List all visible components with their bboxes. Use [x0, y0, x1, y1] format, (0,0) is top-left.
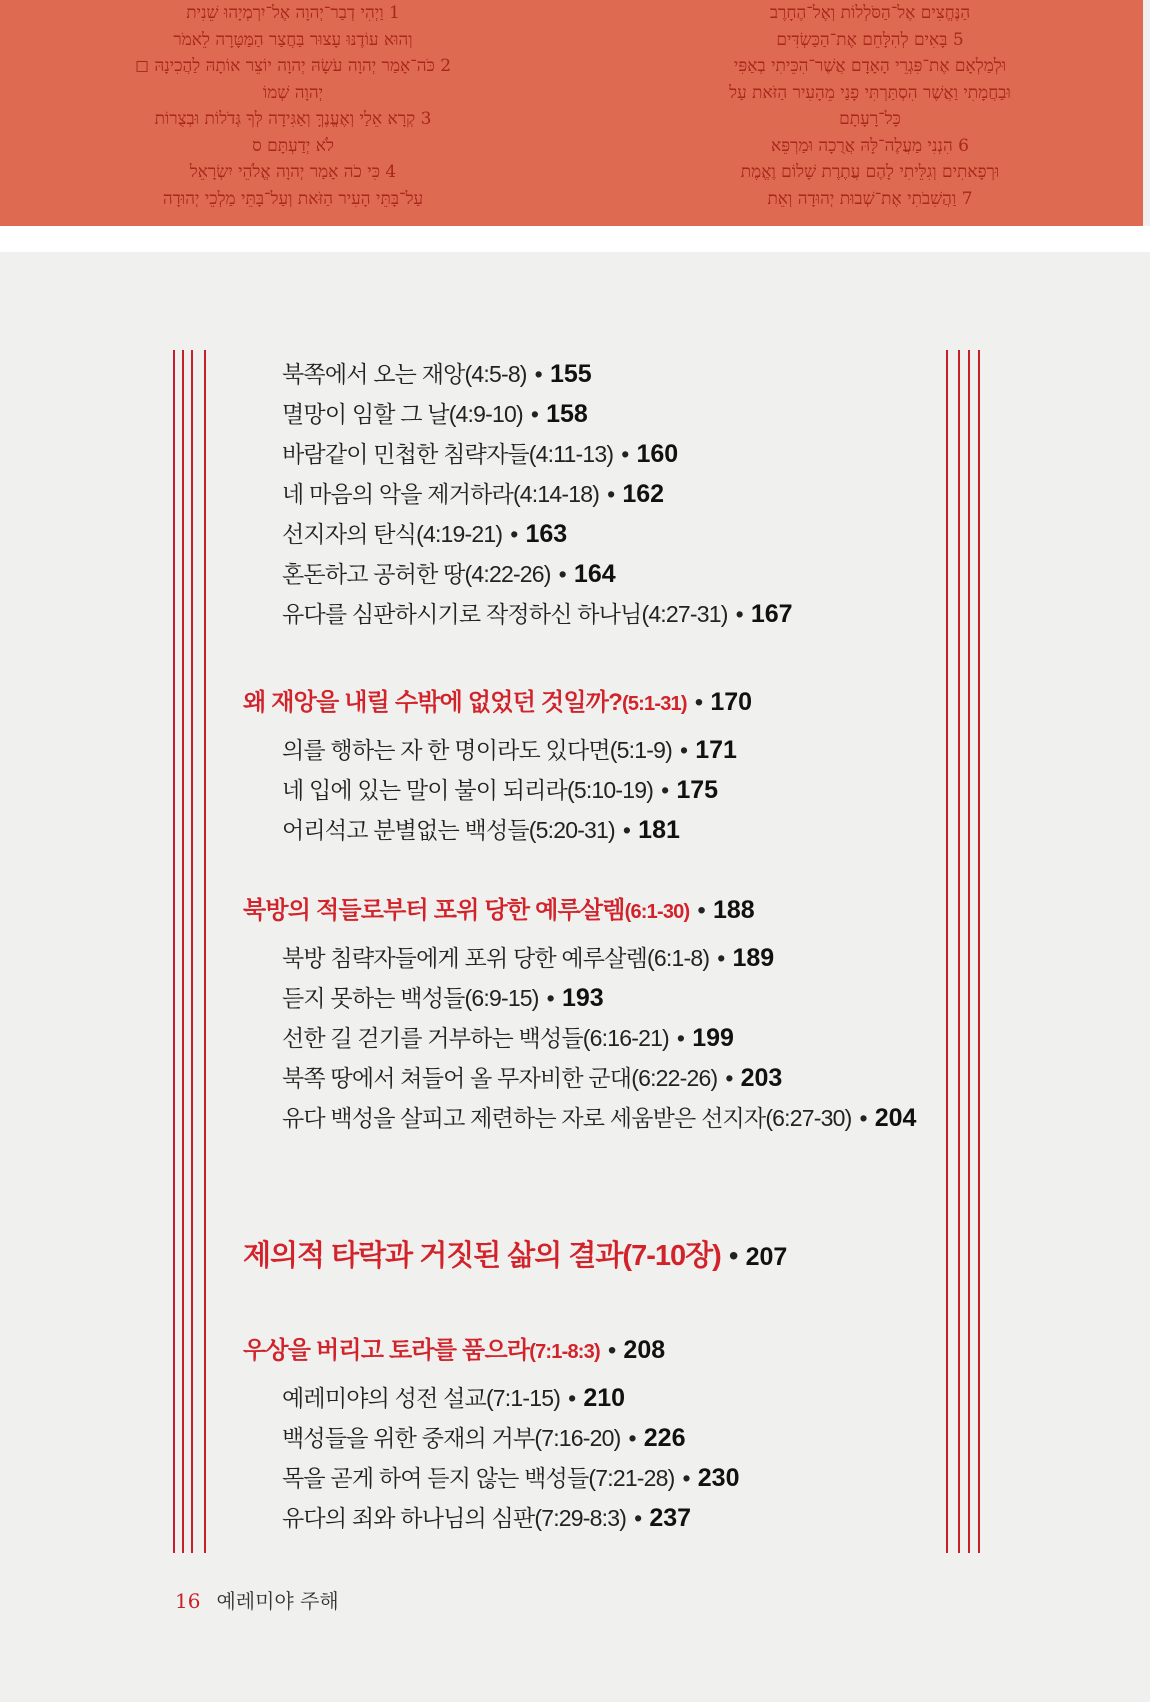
- bullet-separator: •: [694, 689, 703, 716]
- toc-page-number: 207: [745, 1243, 788, 1271]
- bullet-separator: •: [735, 601, 743, 627]
- bullet-separator: •: [728, 1240, 738, 1271]
- toc-page-number: 237: [649, 1504, 692, 1532]
- toc-entry[interactable]: [282, 815, 680, 845]
- hebrew-line: וְהוּא עוֹדֶנּוּ עָצוּר בַּחֲצַר הַמַּטָּרָה לֵאמֹר: [173, 29, 413, 50]
- bullet-separator: •: [697, 897, 705, 924]
- toc-page-number: 230: [697, 1464, 740, 1492]
- toc-entry[interactable]: [282, 983, 604, 1013]
- toc-chapter-heading[interactable]: [243, 1238, 787, 1275]
- toc-entry-title: 선한 길 걷기를 거부하는 백성들(6:16-21): [282, 1025, 669, 1051]
- bullet-separator: •: [676, 1025, 685, 1051]
- toc-entry-title: 어리석고 분별없는 백성들(5:20-31): [282, 817, 615, 843]
- hebrew-line: הַנֶּחֱצִים אֶל־הַסֹּלְלוֹת וְאֶל־הֶחָרֶב: [769, 3, 971, 23]
- bullet-separator: •: [607, 1337, 616, 1364]
- toc-section-heading[interactable]: [243, 895, 755, 927]
- toc-page-number: 193: [561, 984, 604, 1012]
- bullet-separator: •: [621, 441, 629, 467]
- toc-page-number: 189: [732, 944, 775, 972]
- hebrew-column-right: [665, 0, 1075, 212]
- hebrew-line: וּרְפָאתִים וְגִלֵּיתִי לָהֶם עֲתֶרֶת שָׁלוֹם וֶאֱמֶת: [740, 162, 1000, 182]
- bullet-separator: •: [682, 1465, 690, 1491]
- bullet-separator: •: [607, 481, 615, 507]
- toc-section-heading[interactable]: [243, 687, 752, 719]
- hebrew-line: 4 כִּי כֹה אָמַר יְהוָה אֱלֹהֵי יִשְׂרָאֵל: [189, 162, 397, 182]
- bullet-separator: •: [628, 1425, 636, 1451]
- toc-entry-title: 네 입에 있는 말이 불이 되리라(5:10-19): [282, 777, 654, 803]
- banner-gap: [0, 226, 1150, 252]
- decorative-rule-left: [182, 350, 184, 1553]
- toc-entry-reference: (5:1-31): [621, 693, 687, 715]
- toc-entry[interactable]: [282, 735, 737, 765]
- toc-entry[interactable]: [282, 1423, 685, 1453]
- decorative-rule-left: [173, 350, 175, 1553]
- hebrew-text-banner: [0, 0, 1143, 226]
- toc-page-number: 160: [636, 440, 679, 468]
- toc-entry-title: 선지자의 탄식(4:19-21): [282, 521, 503, 547]
- toc-entry-title: 북방 침략자들에게 포위 당한 예루살렘(6:1-8): [282, 945, 710, 971]
- bullet-separator: •: [568, 1385, 576, 1411]
- bullet-separator: •: [661, 777, 669, 803]
- toc-entry-title: 유다의 죄와 하나님의 심판(7:29-8:3): [282, 1505, 627, 1531]
- toc-page-number: 181: [638, 816, 680, 844]
- toc-entry-title: 유다 백성을 살피고 제련하는 자로 세움받은 선지자(6:27-30): [282, 1105, 852, 1131]
- hebrew-line: וּלְמַלְאָם אֶת־פִּגְרֵי הָאָדָם אֲשֶׁר־הִכֵּיתִי בְאַפִּי: [733, 56, 1007, 76]
- decorative-rule-right: [946, 350, 948, 1553]
- decorative-rule-left: [204, 350, 206, 1553]
- hebrew-line: וּבַחֲמָתִי וַאֲשֶׁר הִסְתַּרְתִּי פָנַי מֵהָעִיר הַזֹּאת עַל: [729, 82, 1011, 103]
- bullet-separator: •: [679, 737, 688, 763]
- toc-entry[interactable]: [282, 1103, 916, 1133]
- toc-entry-title: 우상을 버리고 토라를 품으라: [243, 1337, 530, 1364]
- toc-page-number: 175: [676, 776, 719, 804]
- toc-page-number: 162: [622, 480, 665, 508]
- book-title: 예레미야 주해: [216, 1589, 339, 1613]
- bullet-separator: •: [634, 1505, 642, 1531]
- toc-entry-title: 멸망이 임할 그 날(4:9-10): [282, 401, 523, 427]
- toc-page-number: 164: [573, 560, 616, 588]
- toc-entry[interactable]: [282, 519, 567, 549]
- toc-entry[interactable]: [282, 479, 664, 509]
- toc-page-number: 226: [643, 1424, 686, 1452]
- hebrew-line: 3 קְרָא אֵלַי וְאֶעֱנֶךָּ וְאַגִּידָה לְּךָ גְּדֹלוֹת וּבְצֻרוֹת: [154, 109, 432, 129]
- toc-entry-title: 의를 행하는 자 한 명이라도 있다면(5:1-9): [282, 737, 672, 763]
- hebrew-line: עַל־בָּתֵּי הָעִיר הַזֹּאת וְעַל־בָּתֵּי מַלְכֵי יְהוּדָה: [162, 188, 424, 209]
- decorative-rule-right: [978, 350, 980, 1553]
- toc-entry[interactable]: [282, 1063, 782, 1093]
- toc-entry-title: 예레미야의 성전 설교(7:1-15): [282, 1385, 561, 1411]
- toc-entry[interactable]: [282, 1463, 740, 1493]
- toc-page-number: 208: [623, 1336, 666, 1364]
- toc-entry-title: 혼돈하고 공허한 땅(4:22-26): [282, 561, 551, 587]
- toc-page-number: 199: [692, 1024, 734, 1052]
- bullet-separator: •: [725, 1065, 733, 1091]
- toc-page-number: 171: [695, 736, 737, 764]
- toc-page-number: 163: [525, 520, 568, 548]
- toc-entry[interactable]: [282, 1383, 625, 1413]
- decorative-rule-right: [958, 350, 960, 1553]
- toc-entry[interactable]: [282, 1023, 734, 1053]
- toc-entry-title: 북쪽 땅에서 쳐들어 올 무자비한 군대(6:22-26): [282, 1065, 718, 1091]
- hebrew-line: 2 כֹּה־אָמַר יְהוָה עֹשָׂהּ יְהוָה יוֹצֵר אוֹתָהּ לַהֲכִינָהּ ◻: [134, 56, 452, 76]
- toc-section-heading[interactable]: [243, 1335, 665, 1367]
- toc-entry[interactable]: [282, 559, 616, 589]
- toc-entry[interactable]: [282, 1503, 691, 1533]
- toc-page-number: 210: [583, 1384, 626, 1412]
- hebrew-line: 5 בָּאִים לְהִלָּחֵם אֶת־הַכַּשְׂדִּים: [776, 29, 964, 50]
- toc-entry-title: 백성들을 위한 중재의 거부(7:16-20): [282, 1425, 621, 1451]
- hebrew-line: 6 הִנְנִי מַעֲלֶה־לָּהּ אֲרֻכָה וּמַרְפֵּא: [771, 135, 969, 156]
- hebrew-line: כָּל־רָעָתָם: [839, 109, 901, 129]
- decorative-rule-right: [968, 350, 970, 1553]
- toc-entry-title: 북방의 적들로부터 포위 당한 예루살렘: [243, 897, 625, 924]
- toc-entry-title: 북쪽에서 오는 재앙(4:5-8): [282, 361, 527, 387]
- toc-entry-title: 듣지 못하는 백성들(6:9-15): [282, 985, 539, 1011]
- toc-entry-reference: (7:1-8:3): [529, 1341, 600, 1363]
- toc-entry-title: 유다를 심판하시기로 작정하신 하나님(4:27-31): [282, 601, 728, 627]
- bullet-separator: •: [622, 817, 631, 843]
- toc-entry-title: 목을 곧게 하여 듣지 않는 백성들(7:21-28): [282, 1465, 675, 1491]
- hebrew-column-left: [78, 0, 508, 212]
- toc-page-number: 167: [750, 600, 793, 628]
- hebrew-line: יְהוָה שְׁמוֹ: [262, 82, 324, 103]
- toc-entry[interactable]: [282, 439, 678, 469]
- hebrew-line: לֹא יְדַעְתָּם ס: [252, 135, 334, 156]
- toc-page-number: 158: [546, 400, 588, 428]
- page-number: 16: [175, 1589, 201, 1613]
- decorative-rule-left: [191, 350, 193, 1553]
- toc-entry[interactable]: [282, 775, 718, 805]
- toc-entry[interactable]: [282, 359, 592, 389]
- toc-entry-title: 제의적 타락과 거짓된 삶의 결과(7-10장): [243, 1240, 721, 1272]
- bullet-separator: •: [530, 401, 539, 427]
- bullet-separator: •: [510, 521, 518, 547]
- toc-entry[interactable]: [282, 943, 774, 973]
- hebrew-line: 7 וַהֲשִׁבֹתִי אֶת־שְׁבוּת יְהוּדָה וְאֵת: [767, 188, 973, 209]
- toc-entry-title: 네 마음의 악을 제거하라(4:14-18): [282, 481, 600, 507]
- toc-page-number: 170: [710, 688, 753, 716]
- bullet-separator: •: [717, 945, 725, 971]
- toc-entry-title: 왜 재앙을 내릴 수밖에 없었던 것일까?: [243, 689, 622, 716]
- toc-entry-reference: (6:1-30): [624, 901, 690, 923]
- hebrew-line: 1 וַיְהִי דְבַר־יְהוָה אֶל־יִרְמְיָהוּ שֵׁנִית: [186, 3, 400, 23]
- toc-entry[interactable]: [282, 599, 793, 629]
- toc-entry-title: 바람같이 민첩한 침략자들(4:11-13): [282, 441, 614, 467]
- toc-page-number: 203: [740, 1064, 783, 1092]
- toc-page-number: 155: [549, 360, 592, 388]
- toc-entry[interactable]: [282, 399, 588, 429]
- toc-page-number: 204: [874, 1104, 917, 1132]
- bullet-separator: •: [534, 361, 542, 387]
- bullet-separator: •: [558, 561, 566, 587]
- page-footer: [175, 1585, 339, 1614]
- toc-page-number: 188: [712, 896, 755, 924]
- bullet-separator: •: [546, 985, 554, 1011]
- bullet-separator: •: [859, 1105, 867, 1131]
